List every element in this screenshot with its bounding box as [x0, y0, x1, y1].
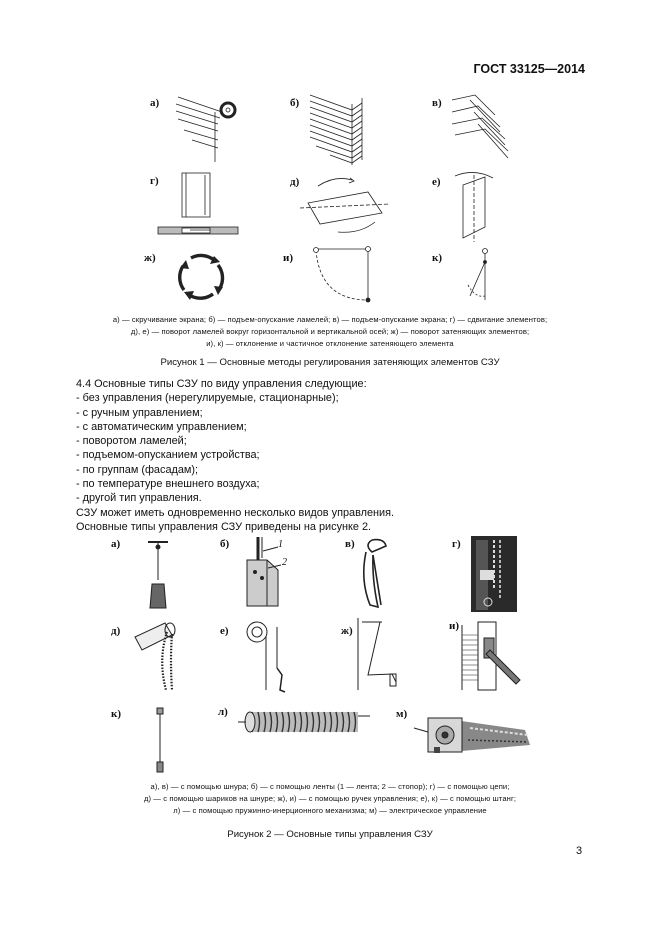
list-item: - без управления (нерегулируемые, стационарные); — [76, 392, 339, 405]
fig2-label-g: г) — [452, 538, 461, 550]
fig2-caption-line: л) — с помощью пружинно-инерционного механизма; м) — электрическое управление — [173, 806, 487, 815]
fig2-label-b: б) — [220, 538, 230, 550]
fig2-chain — [471, 536, 517, 612]
fig2-tape — [247, 537, 281, 606]
fig2-caption-line: д) — с помощью шариков на шнуре; ж), и) — с помощью ручек управления; е), к) — с помощью штанг; — [143, 794, 517, 803]
fig1-caption-line: д), е) — поворот ламелей вокруг горизонтальной и вертикальной осей; ж) — поворот затеняющих элементов; — [130, 327, 530, 336]
figure-1-title: Рисунок 1 — Основные методы регулирования затеняющих элементов СЗУ — [160, 357, 500, 368]
fig2-caption-line: а), в) — с помощью шнура; б) — с помощью ленты (1 — лента; 2 — стопор); г) — с помощью цепи; — [150, 782, 510, 791]
paragraph: СЗУ может иметь одновременно несколько видов управления. — [76, 506, 395, 519]
fig2-label-i: и) — [449, 620, 460, 632]
fig1-label-e: е) — [432, 176, 441, 188]
fig1-label-zh: ж) — [144, 252, 156, 264]
fig1-caption-line: и), к) — отклонение и частичное отклонение затеняющего элемента — [206, 339, 454, 348]
figure-2-title: Рисунок 2 — Основные типы управления СЗУ — [227, 829, 433, 840]
fig2-label-v: в) — [345, 538, 355, 550]
fig2-label-d: д) — [111, 625, 121, 637]
document-header: ГОСТ 33125—2014 — [473, 62, 585, 76]
fig2-motor — [414, 718, 530, 753]
fig2-label-zh: ж) — [341, 625, 353, 637]
fig2-label-l: л) — [218, 706, 228, 718]
fig2-short-rod — [157, 708, 163, 772]
fig2-cord — [148, 542, 168, 608]
fig1-label-g: г) — [150, 175, 159, 187]
fig1-label-v: в) — [432, 97, 442, 109]
fig2-ball-chain — [135, 623, 175, 690]
fig2-cord-loop — [364, 540, 386, 607]
fig2-label-e: е) — [220, 625, 229, 637]
fig2-label-k: к) — [111, 708, 122, 720]
section-heading: 4.4 Основные типы СЗУ по виду управления следующие: — [76, 378, 367, 390]
page-number: 3 — [576, 845, 583, 857]
figure-2-caption — [40, 781, 620, 817]
fig1-label-i: и) — [283, 252, 294, 264]
list-item: - по температуре внешнего воздуха; — [76, 478, 260, 491]
fig2-callout-2: 2 — [282, 557, 287, 568]
list-item: - с ручным управлением; — [76, 406, 203, 419]
list-item: - другой тип управления. — [76, 492, 202, 505]
list-item: - с автоматическим управлением; — [76, 420, 247, 433]
fig2-crank — [358, 618, 396, 690]
fig2-spring — [238, 712, 370, 732]
list-item: - по группам (фасадам); — [76, 463, 199, 476]
fig2-label-m: м) — [396, 708, 408, 720]
fig1-label-k: к) — [432, 252, 443, 264]
paragraph: Основные типы управления СЗУ приведены на рисунке 2. — [76, 520, 372, 533]
list-item: - поворотом ламелей; — [76, 435, 187, 448]
fig1-label-d: д) — [290, 176, 300, 188]
list-item: - подъемом-опусканием устройства; — [76, 449, 260, 462]
fig1-caption-line: а) — скручивание экрана; б) — подъем-опускание ламелей; в) — подъем-опускание экрана; г) — сдвигание элементов; — [112, 315, 548, 324]
fig2-window-handle — [462, 622, 520, 690]
fig1-label-a: а) — [150, 97, 160, 109]
fig1-label-b: б) — [290, 97, 300, 109]
fig2-callout-1: 1 — [278, 539, 283, 550]
fig2-label-a: а) — [111, 538, 121, 550]
fig2-rod — [247, 622, 285, 692]
